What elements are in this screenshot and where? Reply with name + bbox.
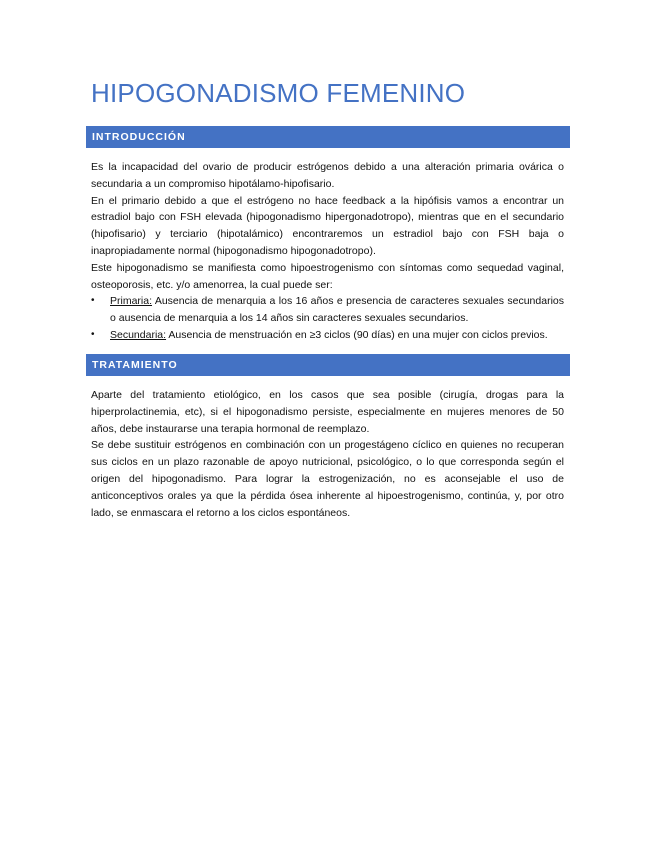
paragraph: Se debe sustituir estrógenos en combinación con un progestágeno cíclico en quienes no recuperan sus ciclos en un plazo razonable de apoyo nutricional, psicológico, o lo que corresponda según el origen del hipogonadismo. Para lograr la estrogenización, no es aconsejable el uso de anticonceptivos orales ya que la pérdida ósea inherente al hipoestrogenismo, continúa, y, por otro lado, se enmascara el retorno a los ciclos espontáneos. (91, 439, 564, 519)
document-title: HIPOGONADISMO FEMENINO (91, 78, 466, 108)
paragraph: Es la incapacidad del ovario de producir estrógenos debido a una alteración primaria ovárica o secundaria a un compromiso hipotálamo-hipofisario. (91, 161, 564, 190)
paragraph: En el primario debido a que el estrógeno no hace feedback a la hipófisis vamos a encontrar un estradiol bajo con FSH elevada (hipogonadismo hipergonadotropo), mientras que en el secundario (hipofisario) y terciario (hipotalámico) encontraremos un estradiol bajo con FSH baja o inapropiadamente normal (hipogonadismo hipogonadotropo). (91, 194, 564, 257)
paragraph: Aparte del tratamiento etiológico, en los casos que sea posible (cirugía, drogas para la hiperprolactinemia, etc), si el hipogonadismo persiste, especialmente en mujeres menores de 50 años, debe instaurarse una terapia hormonal de reemplazo. (91, 389, 564, 435)
list-item-term: Primaria: (110, 295, 153, 308)
bullet-icon: • (91, 295, 95, 307)
bullet-icon: • (91, 328, 95, 340)
list-item-primaria (91, 293, 564, 327)
section-body-introduccion (91, 159, 564, 344)
amenorrea-list (91, 293, 564, 343)
list-item-text (110, 327, 564, 344)
section-body-tratamiento (91, 387, 564, 521)
section-heading-introduccion: INTRODUCCIÓN (86, 126, 570, 148)
section-heading-tratamiento: TRATAMIENTO (86, 354, 570, 376)
list-item-description: Ausencia de menstruación en ≥3 ciclos (90 días) en una mujer con ciclos previos. (166, 328, 548, 341)
list-item-text (110, 293, 564, 327)
list-item-description: Ausencia de menarquia a los 16 años e presencia de caracteres sexuales secundarios o ausencia de menarquia a los 14 años sin caracteres sexuales secundarios. (110, 295, 564, 325)
paragraph: Este hipogonadismo se manifiesta como hipoestrogenismo con síntomas como sequedad vaginal, osteoporosis, etc. y/o amenorrea, la cual puede ser: (91, 261, 564, 291)
list-item-secundaria (91, 327, 564, 344)
list-item-term: Secundaria: (110, 328, 167, 341)
